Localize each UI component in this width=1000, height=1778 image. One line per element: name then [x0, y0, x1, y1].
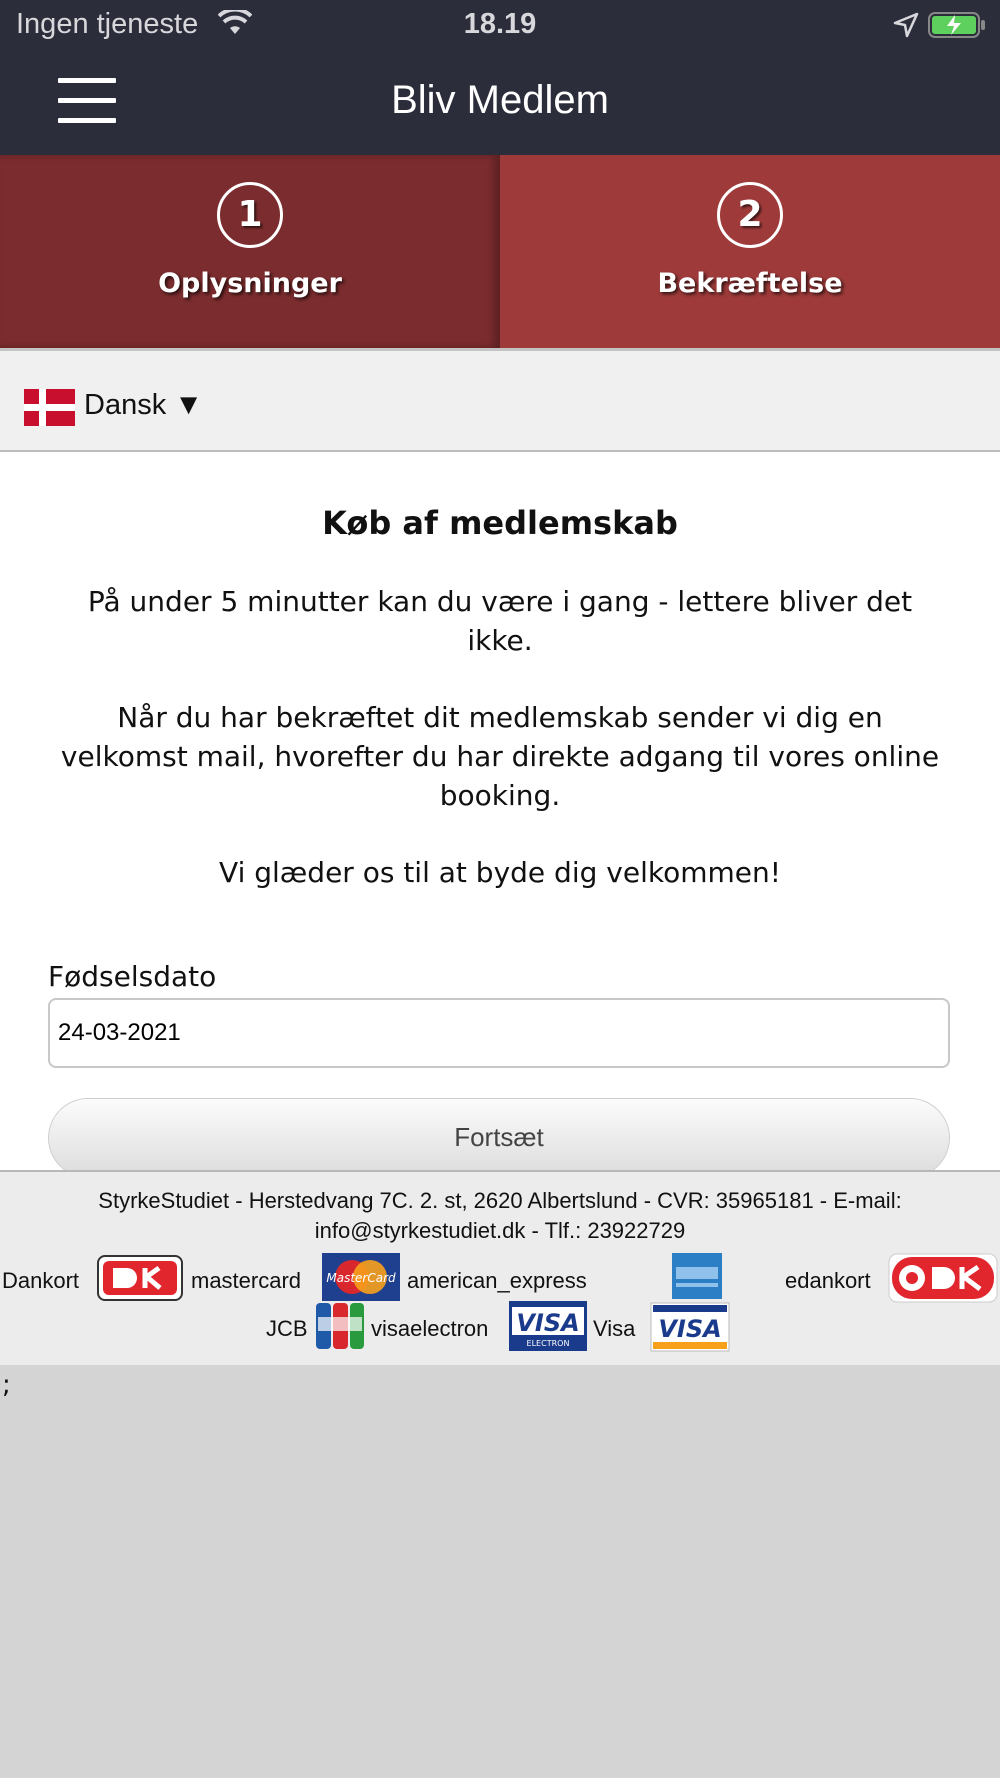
- step-bekraeftelse[interactable]: [500, 155, 1000, 348]
- footer-email-phone: info@styrkestudiet.dk - Tlf.: 23922729: [314, 1218, 686, 1243]
- step-label: Bekræftelse: [657, 268, 843, 299]
- payment-cards: [0, 1265, 1000, 1365]
- mastercard-logo-text: MasterCard: [326, 1271, 396, 1285]
- page-title: Bliv Medlem: [391, 78, 609, 122]
- card-name-visa: Visa: [593, 1316, 636, 1341]
- footer: [0, 1170, 1000, 1265]
- battery-icon: [928, 12, 986, 42]
- card-name-mastercard: mastercard: [191, 1268, 302, 1293]
- language-label: Dansk ▼: [84, 389, 203, 421]
- card-name-jcb: JCB: [266, 1316, 308, 1341]
- birthdate-label: Fødselsdato: [48, 960, 217, 993]
- dankort-logo-icon: [97, 1255, 183, 1301]
- language-bar: [0, 348, 1000, 452]
- step-number: 2: [717, 182, 783, 248]
- carrier-label: Ingen tjeneste: [16, 8, 199, 40]
- edankort-logo-icon: [888, 1253, 998, 1303]
- continue-button[interactable]: Fortsæt: [48, 1098, 950, 1178]
- step-tabs: [0, 155, 1000, 348]
- visa-logo-icon: [650, 1302, 730, 1352]
- location-arrow-icon: [893, 12, 919, 42]
- step-oplysninger[interactable]: [0, 155, 500, 348]
- step-number: 1: [217, 182, 283, 248]
- footer-address: StyrkeStudiet - Herstedvang 7C. 2. st, 2620 Albertslund - CVR: 35965181 - E-mail:: [98, 1188, 902, 1213]
- step-label: Oplysninger: [158, 268, 342, 299]
- mastercard-logo-icon: [322, 1253, 400, 1301]
- info-paragraph: Når du har bekræftet dit medlemskab sender vi dig en velkomst mail, hvorefter du har direkte adgang til vores online booking.: [60, 701, 940, 812]
- birthdate-field[interactable]: [48, 998, 950, 1068]
- visa-logo-text: VISA: [658, 1315, 722, 1343]
- welcome-paragraph: Vi glæder os til at byde dig velkommen!: [219, 856, 781, 889]
- card-name-edankort: edankort: [785, 1268, 871, 1293]
- status-time: 18.19: [463, 8, 537, 40]
- jcb-logo-icon: [315, 1301, 365, 1351]
- american-express-logo-icon: [672, 1253, 722, 1299]
- main-content: [0, 452, 1000, 1170]
- card-name-visaelectron: visaelectron: [371, 1316, 489, 1341]
- stray-text: ;: [2, 1370, 11, 1400]
- app-header: [0, 0, 1000, 155]
- status-bar: [0, 0, 1000, 50]
- footer-contact: [20, 1186, 980, 1246]
- card-name-dankort: Dankort: [2, 1268, 80, 1293]
- intro-paragraph: På under 5 minutter kan du være i gang - lettere bliver det ikke.: [87, 585, 913, 657]
- denmark-flag-icon: [24, 389, 75, 426]
- electron-logo-text: ELECTRON: [526, 1339, 570, 1348]
- card-name-american-express: american_express: [407, 1268, 587, 1293]
- visa-electron-logo-text: VISA: [516, 1309, 580, 1337]
- visa-electron-logo-icon: [509, 1301, 587, 1351]
- section-title: Køb af medlemskab: [322, 504, 678, 542]
